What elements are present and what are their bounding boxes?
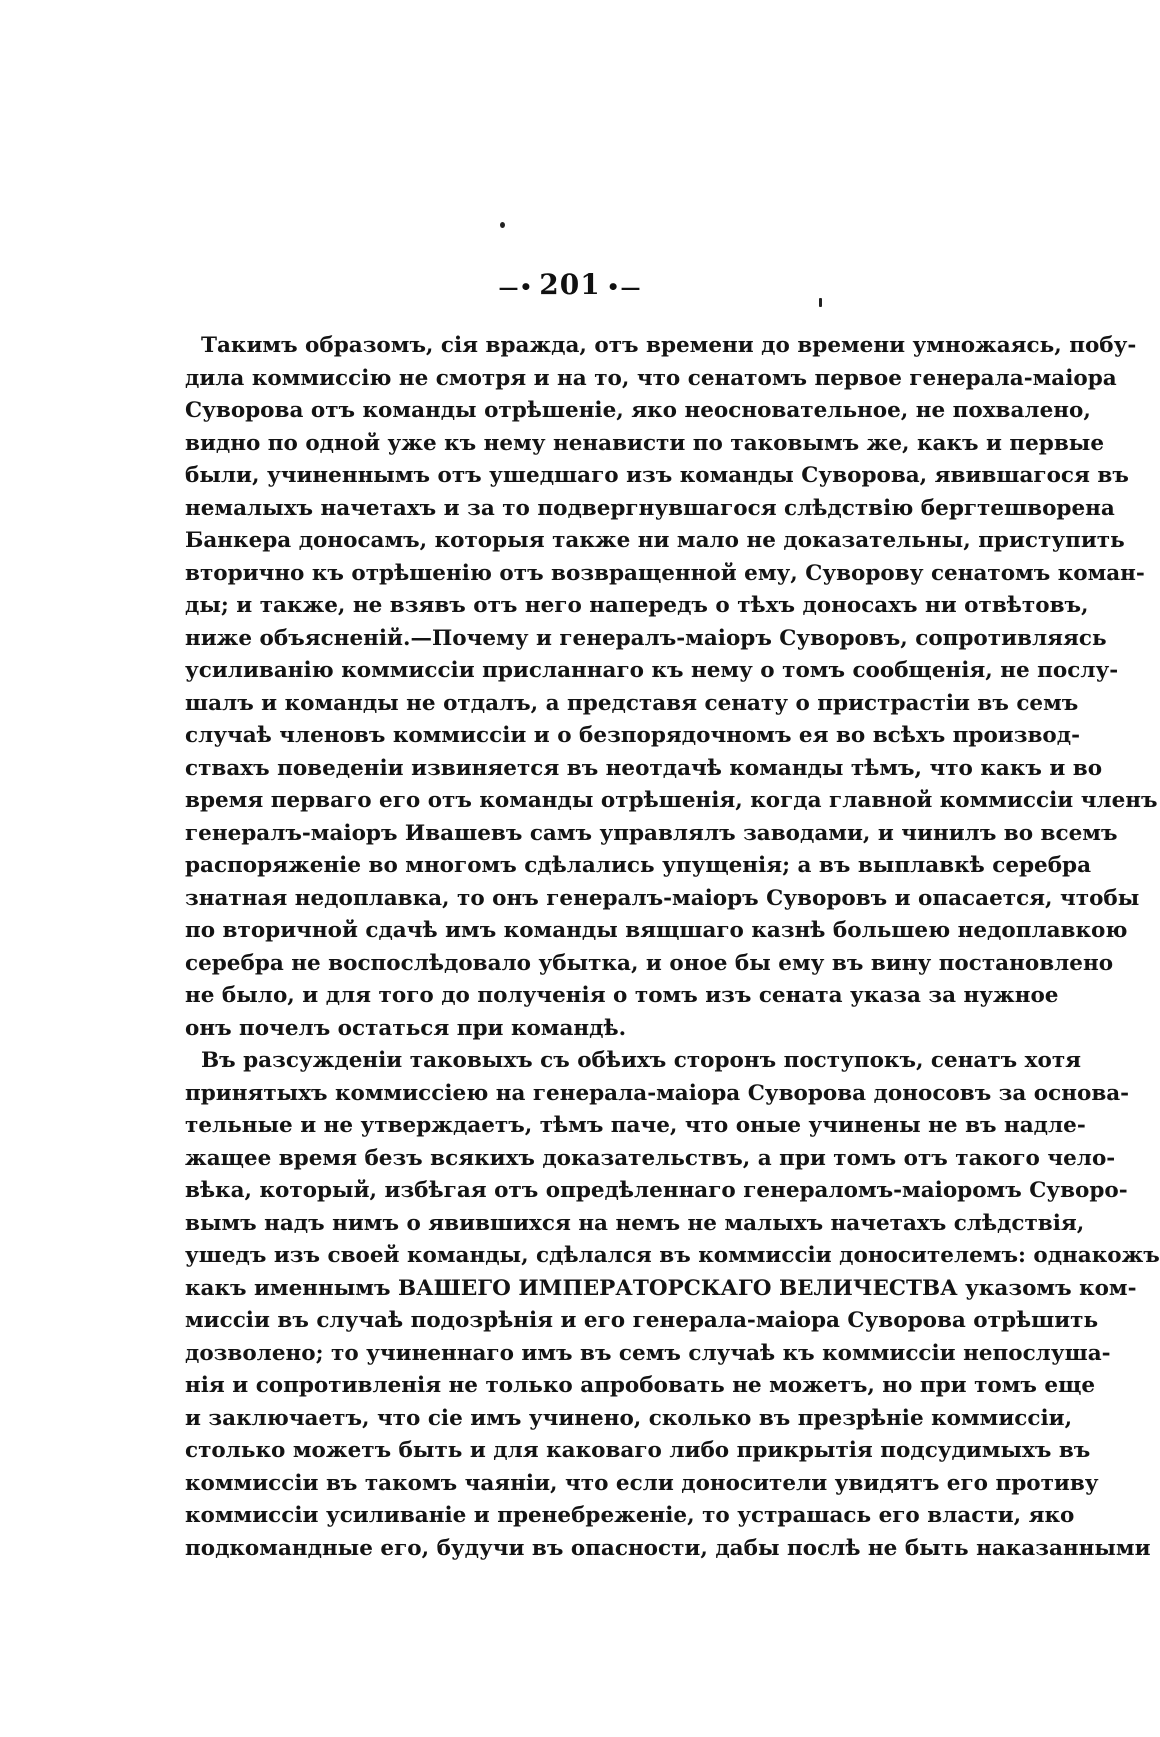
- text-line: коммиссіи въ такомъ чаяніи, что если доносители увидятъ его противу: [185, 1470, 1099, 1496]
- text-line: немалыхъ начетахъ и за то подвергнувшагося слѣдствію бергтешворена: [185, 495, 1115, 521]
- text-line: вѣка, который, избѣгая отъ опредѣленнаго генераломъ-маіоромъ Суворо-: [185, 1178, 1128, 1203]
- text-line: были, учиненнымъ отъ ушедшаго изъ команды Суворова, явившагося въ: [185, 463, 1129, 488]
- text-line: ствахъ поведеніи извиняется въ неотдачѣ команды тѣмъ, что какъ и во: [185, 755, 1103, 781]
- body-text: [185, 330, 1160, 1565]
- text-line: вымъ надъ нимъ о явившихся на немъ не малыхъ начетахъ слѣдствія,: [185, 1210, 1085, 1236]
- text-line: нія и сопротивленія не только апробовать не можетъ, но при томъ еще: [185, 1373, 1096, 1398]
- text-line: онъ почелъ остаться при командѣ.: [185, 1015, 627, 1041]
- text-line: ушедъ изъ своей команды, сдѣлался въ коммиссіи доносителемъ: однакожъ: [185, 1243, 1160, 1268]
- text-line: дозволено; то учиненнаго имъ въ семъ случаѣ къ коммиссіи непослуша-: [185, 1340, 1111, 1366]
- text-line: по вторичной сдачѣ имъ команды вящшаго казнѣ большею недоплавкою: [185, 918, 1128, 943]
- text-line: миссіи въ случаѣ подозрѣнія и его генерала-маіора Суворова отрѣшить: [185, 1308, 1099, 1333]
- text-line: распоряженіе во многомъ сдѣлались упущенія; а въ выплавкѣ серебра: [185, 853, 1092, 878]
- text-line: Такимъ образомъ, сія вражда, отъ времени до времени умножаясь, побу-: [201, 333, 1137, 358]
- text-line: и заключаетъ, что сіе имъ учинено, сколько въ презрѣніе коммиссіи,: [185, 1405, 1073, 1431]
- text-line: ниже объясненій.—Почему и генералъ-маіоръ Суворовъ, сопротивляясь: [185, 625, 1107, 651]
- text-line: знатная недоплавка, то онъ генералъ-маіоръ Суворовъ и опасается, чтобы: [185, 885, 1140, 911]
- text-line: коммиссіи усиливаніе и пренебреженіе, то устрашась его власти, яко: [185, 1503, 1075, 1528]
- text-line: не было, и для того до полученія о томъ изъ сената указа за нужное: [185, 983, 1059, 1008]
- paragraph-1: [185, 330, 1158, 1045]
- text-line: генералъ-маіоръ Ивашевъ самъ управлялъ заводами, и чинилъ во всемъ: [185, 820, 1118, 846]
- text-line: усиливанію коммиссіи присланнаго къ нему о томъ сообщенія, не послу-: [185, 658, 1119, 683]
- text-line: Въ разсужденіи таковыхъ съ обѣихъ сторонъ поступокъ, сенатъ хотя: [201, 1048, 1082, 1073]
- text-line: вторично къ отрѣшенію отъ возвращенной ему, Суворову сенатомъ коман-: [185, 560, 1145, 586]
- page-number: 201: [539, 268, 601, 301]
- text-line: шалъ и команды не отдалъ, а представя сенату о пристрастіи въ семъ: [185, 690, 1079, 716]
- text-line: столько можетъ быть и для каковаго либо прикрытія подсудимыхъ въ: [185, 1438, 1091, 1463]
- text-line: подкомандные его, будучи въ опасности, дабы послѣ не быть наказанными: [185, 1535, 1151, 1561]
- page-number-header: [0, 268, 1140, 301]
- text-line: ды; и также, не взявъ отъ него напередъ о тѣхъ доносахъ ни отвѣтовъ,: [185, 593, 1089, 618]
- ornament-right: •—: [606, 274, 642, 299]
- text-line: принятыхъ коммиссіею на генерала-маіора Суворова доносовъ за основа-: [185, 1080, 1130, 1106]
- ink-speck: [500, 222, 505, 228]
- text-line: жащее время безъ всякихъ доказательствъ, а при томъ отъ такого чело-: [185, 1145, 1116, 1171]
- text-line: время перваго его отъ команды отрѣшенія, когда главной коммиссіи членъ: [185, 788, 1158, 813]
- text-line: Банкера доносамъ, которыя также ни мало не доказательны, приступить: [185, 528, 1125, 553]
- text-line: серебра не воспослѣдовало убытка, и оное бы ему въ вину постановлено: [185, 950, 1114, 976]
- text-line: какъ именнымъ ВАШЕГО ИМПЕРАТОРСКАГО ВЕЛИЧЕСТВА указомъ ком-: [185, 1275, 1137, 1301]
- text-line: видно по одной уже къ нему ненависти по таковымъ же, какъ и первые: [185, 430, 1105, 456]
- text-line: Суворова отъ команды отрѣшеніе, яко неосновательное, не похвалено,: [185, 398, 1091, 423]
- text-line: случаѣ членовъ коммиссіи и о безпорядочномъ ея во всѣхъ производ-: [185, 723, 1080, 748]
- ornament-left: —•: [498, 274, 534, 299]
- text-line: тельные и не утверждаетъ, тѣмъ паче, что оные учинены не въ надле-: [185, 1113, 1086, 1138]
- text-line: дила коммиссію не смотря и на то, что сенатомъ первое генерала-маіора: [185, 365, 1117, 391]
- paragraph-2: [185, 1045, 1160, 1565]
